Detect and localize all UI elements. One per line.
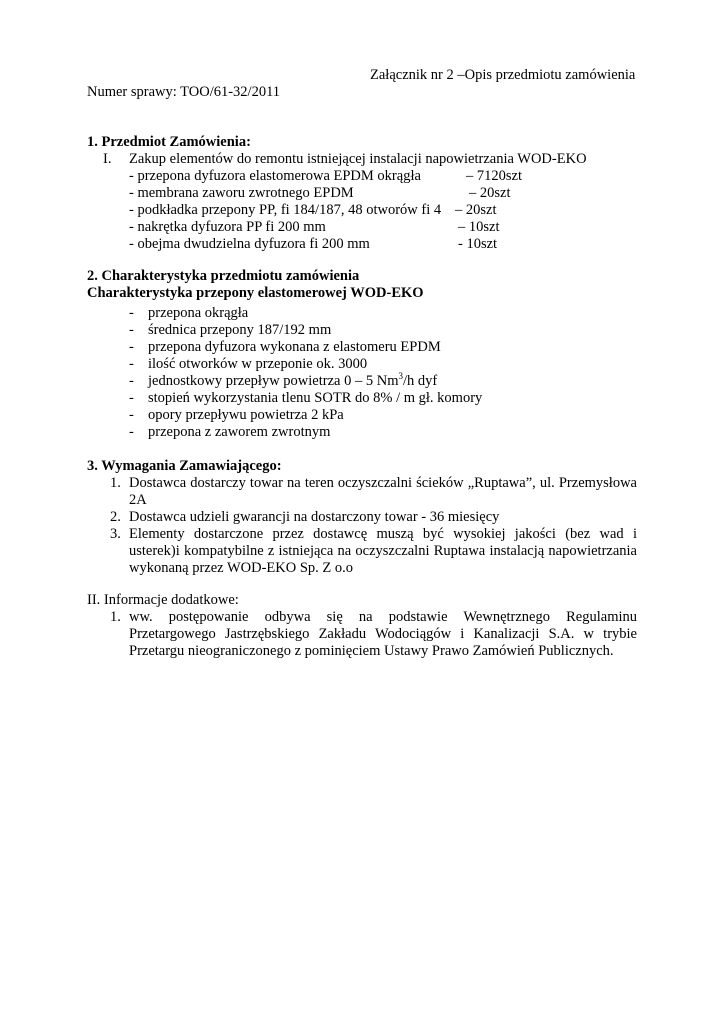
item-qty: – 10szt (458, 219, 500, 235)
section1-roman: I. (103, 151, 112, 167)
item-name: - podkładka przepony PP, fi 184/187, 48 otworów fi 4 (129, 202, 442, 218)
section1-heading: 1. Przedmiot Zamówienia: (87, 134, 251, 150)
item-name: - membrana zaworu zwrotnego EPDM (129, 185, 354, 201)
list-item-text: 2A (129, 492, 147, 508)
flow-prefix: jednostkowy przepływ powietrza 0 – 5 Nm (148, 373, 399, 389)
item-qty: – 20szt (469, 185, 511, 201)
list-item-text: usterek)i kompatybilne z istniejąca na oczyszczalni Ruptawa instalacją napowietrzania (129, 543, 637, 559)
list-number: 3. (110, 526, 121, 542)
section1-intro: Zakup elementów do remontu istniejącej instalacji napowietrzania WOD-EKO (129, 151, 587, 167)
list-item-text: stopień wykorzystania tlenu SOTR do 8% / m gł. komory (148, 390, 483, 406)
case-number: Numer sprawy: TOO/61-32/2011 (87, 84, 281, 100)
list-item-text: przepona dyfuzora wykonana z elastomeru EPDM (148, 339, 441, 355)
list-number: 1. (110, 475, 121, 491)
item-qty: – 7120szt (466, 168, 522, 184)
flow-suffix: /h dyf (402, 373, 438, 389)
list-item-text: opory przepływu powietrza 2 kPa (148, 407, 344, 423)
list-item-text: Dostawca dostarczy towar na teren oczyszczalni ścieków „Ruptawa”, ul. Przemysłowa (129, 475, 637, 491)
item-name: - obejma dwudzielna dyfuzora fi 200 mm (129, 236, 370, 252)
list-dash: - (129, 407, 134, 423)
list-dash: - (129, 356, 134, 372)
list-item-text: Przetargowego Jastrzębskiego Zakładu Wodociągów i Kanalizacji S.A. w trybie (129, 626, 637, 642)
list-item-text (148, 373, 437, 390)
list-item-text: wykonaną przez WOD-EKO Sp. Z o.o (129, 560, 354, 576)
list-dash: - (129, 322, 134, 338)
item-qty: - 10szt (458, 236, 498, 252)
section2-heading: 2. Charakterystyka przedmiotu zamówienia (87, 268, 360, 284)
section4-heading: II. Informacje dodatkowe: (87, 592, 239, 608)
list-number: 2. (110, 509, 121, 525)
list-number: 1. (110, 609, 121, 625)
item-qty: – 20szt (455, 202, 497, 218)
list-item-text: przepona z zaworem zwrotnym (148, 424, 331, 440)
list-dash: - (129, 305, 134, 321)
list-dash: - (129, 339, 134, 355)
attachment-title: Załącznik nr 2 –Opis przedmiotu zamówienia (370, 67, 636, 83)
section2-subheading: Charakterystyka przepony elastomerowej WOD-EKO (87, 285, 424, 301)
list-item-text: Dostawca udzieli gwarancji na dostarczony towar - 36 miesięcy (129, 509, 500, 525)
list-item-text: ww. postępowanie odbywa się na podstawie Wewnętrznego Regulaminu (129, 609, 637, 625)
list-dash: - (129, 424, 134, 440)
list-item-text: średnica przepony 187/192 mm (148, 322, 332, 338)
section3-heading: 3. Wymagania Zamawiającego: (87, 458, 282, 474)
list-item-text: Elementy dostarczone przez dostawcę muszą być wysokiej jakości (bez wad i (129, 526, 637, 542)
item-name: - nakrętka dyfuzora PP fi 200 mm (129, 219, 326, 235)
list-item-text: ilość otworków w przeponie ok. 3000 (148, 356, 368, 372)
list-dash: - (129, 390, 134, 406)
list-dash: - (129, 373, 134, 389)
item-name: - przepona dyfuzora elastomerowa EPDM okrągła (129, 168, 421, 184)
list-item-text: Przetargu nieograniczonego z pominięciem Ustawy Prawo Zamówień Publicznych. (129, 643, 614, 659)
list-item-text: przepona okrągła (148, 305, 249, 321)
flow-sup: 3 (398, 371, 403, 382)
